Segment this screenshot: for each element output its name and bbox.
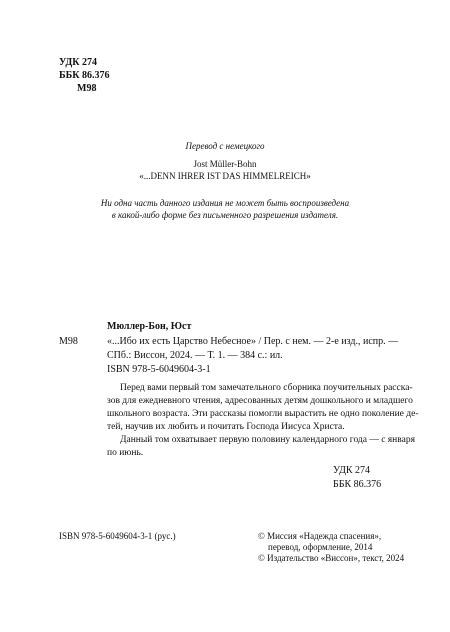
copyright-line-3: © Издательство «Виссон», текст, 2024: [258, 553, 405, 563]
annotation-line-1: Перед вами первый том замечательного сборника поучительных расска-: [120, 383, 413, 393]
rights-notice-line-1: Ни одна часть данного издания не может быть воспроизведена: [100, 198, 350, 208]
bbk-code-repeat: ББК 86.376: [333, 479, 382, 490]
author-mark: М98: [77, 83, 97, 94]
annotation-line-3: школьного возраста. Эти рассказы помогли вырастить не одно поколение де-: [107, 409, 419, 419]
udk-code-repeat: УДК 274: [333, 465, 371, 476]
catalog-author: Мюллер-Бон, Юст: [107, 321, 192, 332]
catalog-mark: М98: [59, 336, 78, 347]
copyright-line-1: © Миссия «Надежда спасения»,: [258, 531, 382, 541]
catalog-line-1: «...Ибо их есть Царство Небесное» / Пер. с нем. — 2-е изд., испр. —: [107, 336, 399, 347]
original-title: «...DENN IHRER IST DAS HIMMELREICH»: [139, 171, 311, 181]
rights-notice-line-2: в какой-либо форме без письменного разрешения издателя.: [111, 210, 339, 220]
translation-note: Перевод с немецкого: [185, 141, 265, 151]
catalog-isbn: ISBN 978-5-6049604-3-1: [107, 364, 211, 375]
annotation-line-6: по июнь.: [107, 448, 144, 458]
annotation-line-2: зов для ежедневного чтения, адресованных детям дошкольного и младшего: [107, 396, 413, 406]
annotation-line-4: тей, научив их любить и почитать Господа Иисуса Христа.: [107, 422, 345, 432]
annotation-line-5: Данный том охватывает первую половину календарного года — с января: [120, 435, 415, 445]
bbk-code: ББК 86.376: [59, 70, 110, 81]
catalog-line-2: СПб.: Виссон, 2024. — Т. 1. — 384 с.: ил.: [107, 350, 283, 361]
original-author: Jost Müller-Bohn: [193, 159, 257, 169]
udk-code: УДК 274: [59, 57, 97, 68]
copyright-line-2: перевод, оформление, 2014: [268, 542, 373, 552]
footer-isbn: ISBN 978-5-6049604-3-1 (рус.): [59, 531, 176, 541]
